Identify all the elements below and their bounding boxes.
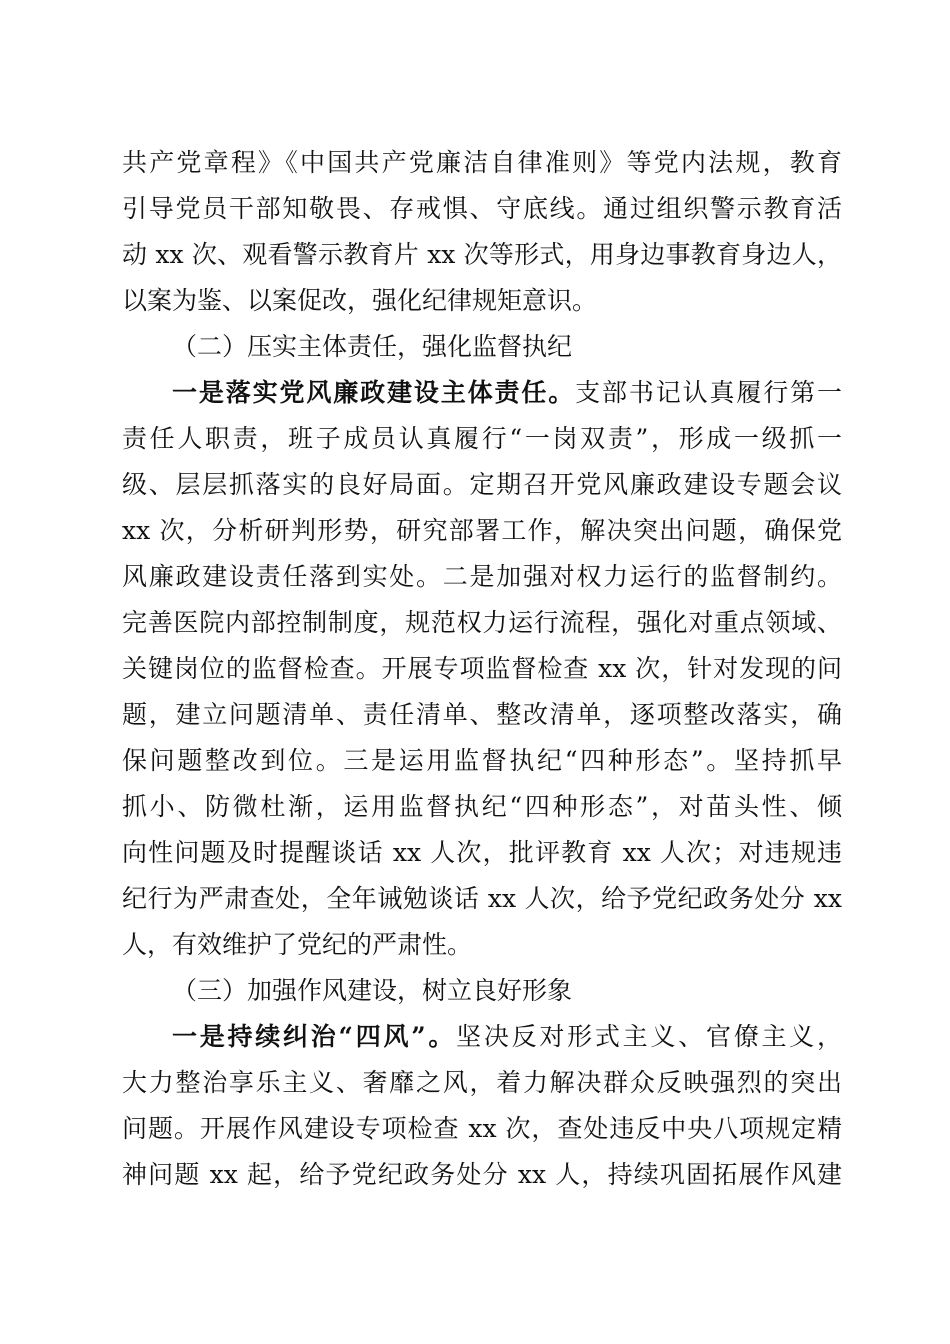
text-line: 保问题整改到位。三是运用监督执纪“四种形态”。坚持抓早 bbox=[122, 746, 842, 775]
text-line: xx 次，分析研判形势，研究部署工作，解决突出问题，确保党 bbox=[122, 516, 842, 545]
section-heading-2: （二）压实主体责任，强化监督执纪 bbox=[172, 332, 573, 361]
document-body bbox=[122, 140, 842, 1198]
text-run: 坚决反对形式主义、官僚主义， bbox=[456, 1022, 842, 1051]
text-line: 责任人职责，班子成员认真履行“一岗双责”，形成一级抓一 bbox=[122, 424, 842, 453]
text-line: 引导党员干部知敬畏、存戒惧、守底线。通过组织警示教育活 bbox=[122, 194, 842, 223]
text-line: 以案为鉴、以案促改，强化纪律规矩意识。 bbox=[122, 286, 598, 315]
paragraph-first-line bbox=[122, 1014, 842, 1060]
text-line: 共产党章程》《中国共产党廉洁自律准则》等党内法规，教育 bbox=[122, 148, 842, 177]
text-line: 级、层层抓落实的良好局面。定期召开党风廉政建设专题会议 bbox=[122, 470, 842, 499]
text-line: 向性问题及时提醒谈话 xx 人次，批评教育 xx 人次；对违规违 bbox=[122, 838, 842, 867]
text-line: 动 xx 次、观看警示教育片 xx 次等形式，用身边事教育身边人， bbox=[122, 240, 842, 269]
lead-phrase: 一是持续纠治“四风”。 bbox=[172, 1022, 457, 1051]
text-line: 题，建立问题清单、责任清单、整改清单，逐项整改落实，确 bbox=[122, 700, 842, 729]
section-heading-3: （三）加强作风建设，树立良好形象 bbox=[172, 976, 573, 1005]
text-line: 纪行为严肃查处，全年诫勉谈话 xx 人次，给予党纪政务处分 xx bbox=[122, 884, 842, 913]
text-line: 人，有效维护了党纪的严肃性。 bbox=[122, 930, 473, 959]
text-line: 大力整治享乐主义、奢靡之风，着力解决群众反映强烈的突出 bbox=[122, 1068, 842, 1097]
paragraph-first-line bbox=[122, 370, 842, 416]
text-line: 神问题 xx 起，给予党纪政务处分 xx 人，持续巩固拓展作风建 bbox=[122, 1160, 842, 1189]
text-line: 关键岗位的监督检查。开展专项监督检查 xx 次，针对发现的问 bbox=[122, 654, 842, 683]
lead-phrase: 一是落实党风廉政建设主体责任。 bbox=[172, 378, 576, 407]
text-line: 风廉政建设责任落到实处。二是加强对权力运行的监督制约。 bbox=[122, 562, 842, 591]
text-line: 问题。开展作风建设专项检查 xx 次，查处违反中央八项规定精 bbox=[122, 1114, 842, 1143]
text-run: 支部书记认真履行第一 bbox=[575, 378, 842, 407]
text-line: 抓小、防微杜渐，运用监督执纪“四种形态”，对苗头性、倾 bbox=[122, 792, 842, 821]
text-line: 完善医院内部控制制度，规范权力运行流程，强化对重点领域、 bbox=[122, 608, 842, 637]
